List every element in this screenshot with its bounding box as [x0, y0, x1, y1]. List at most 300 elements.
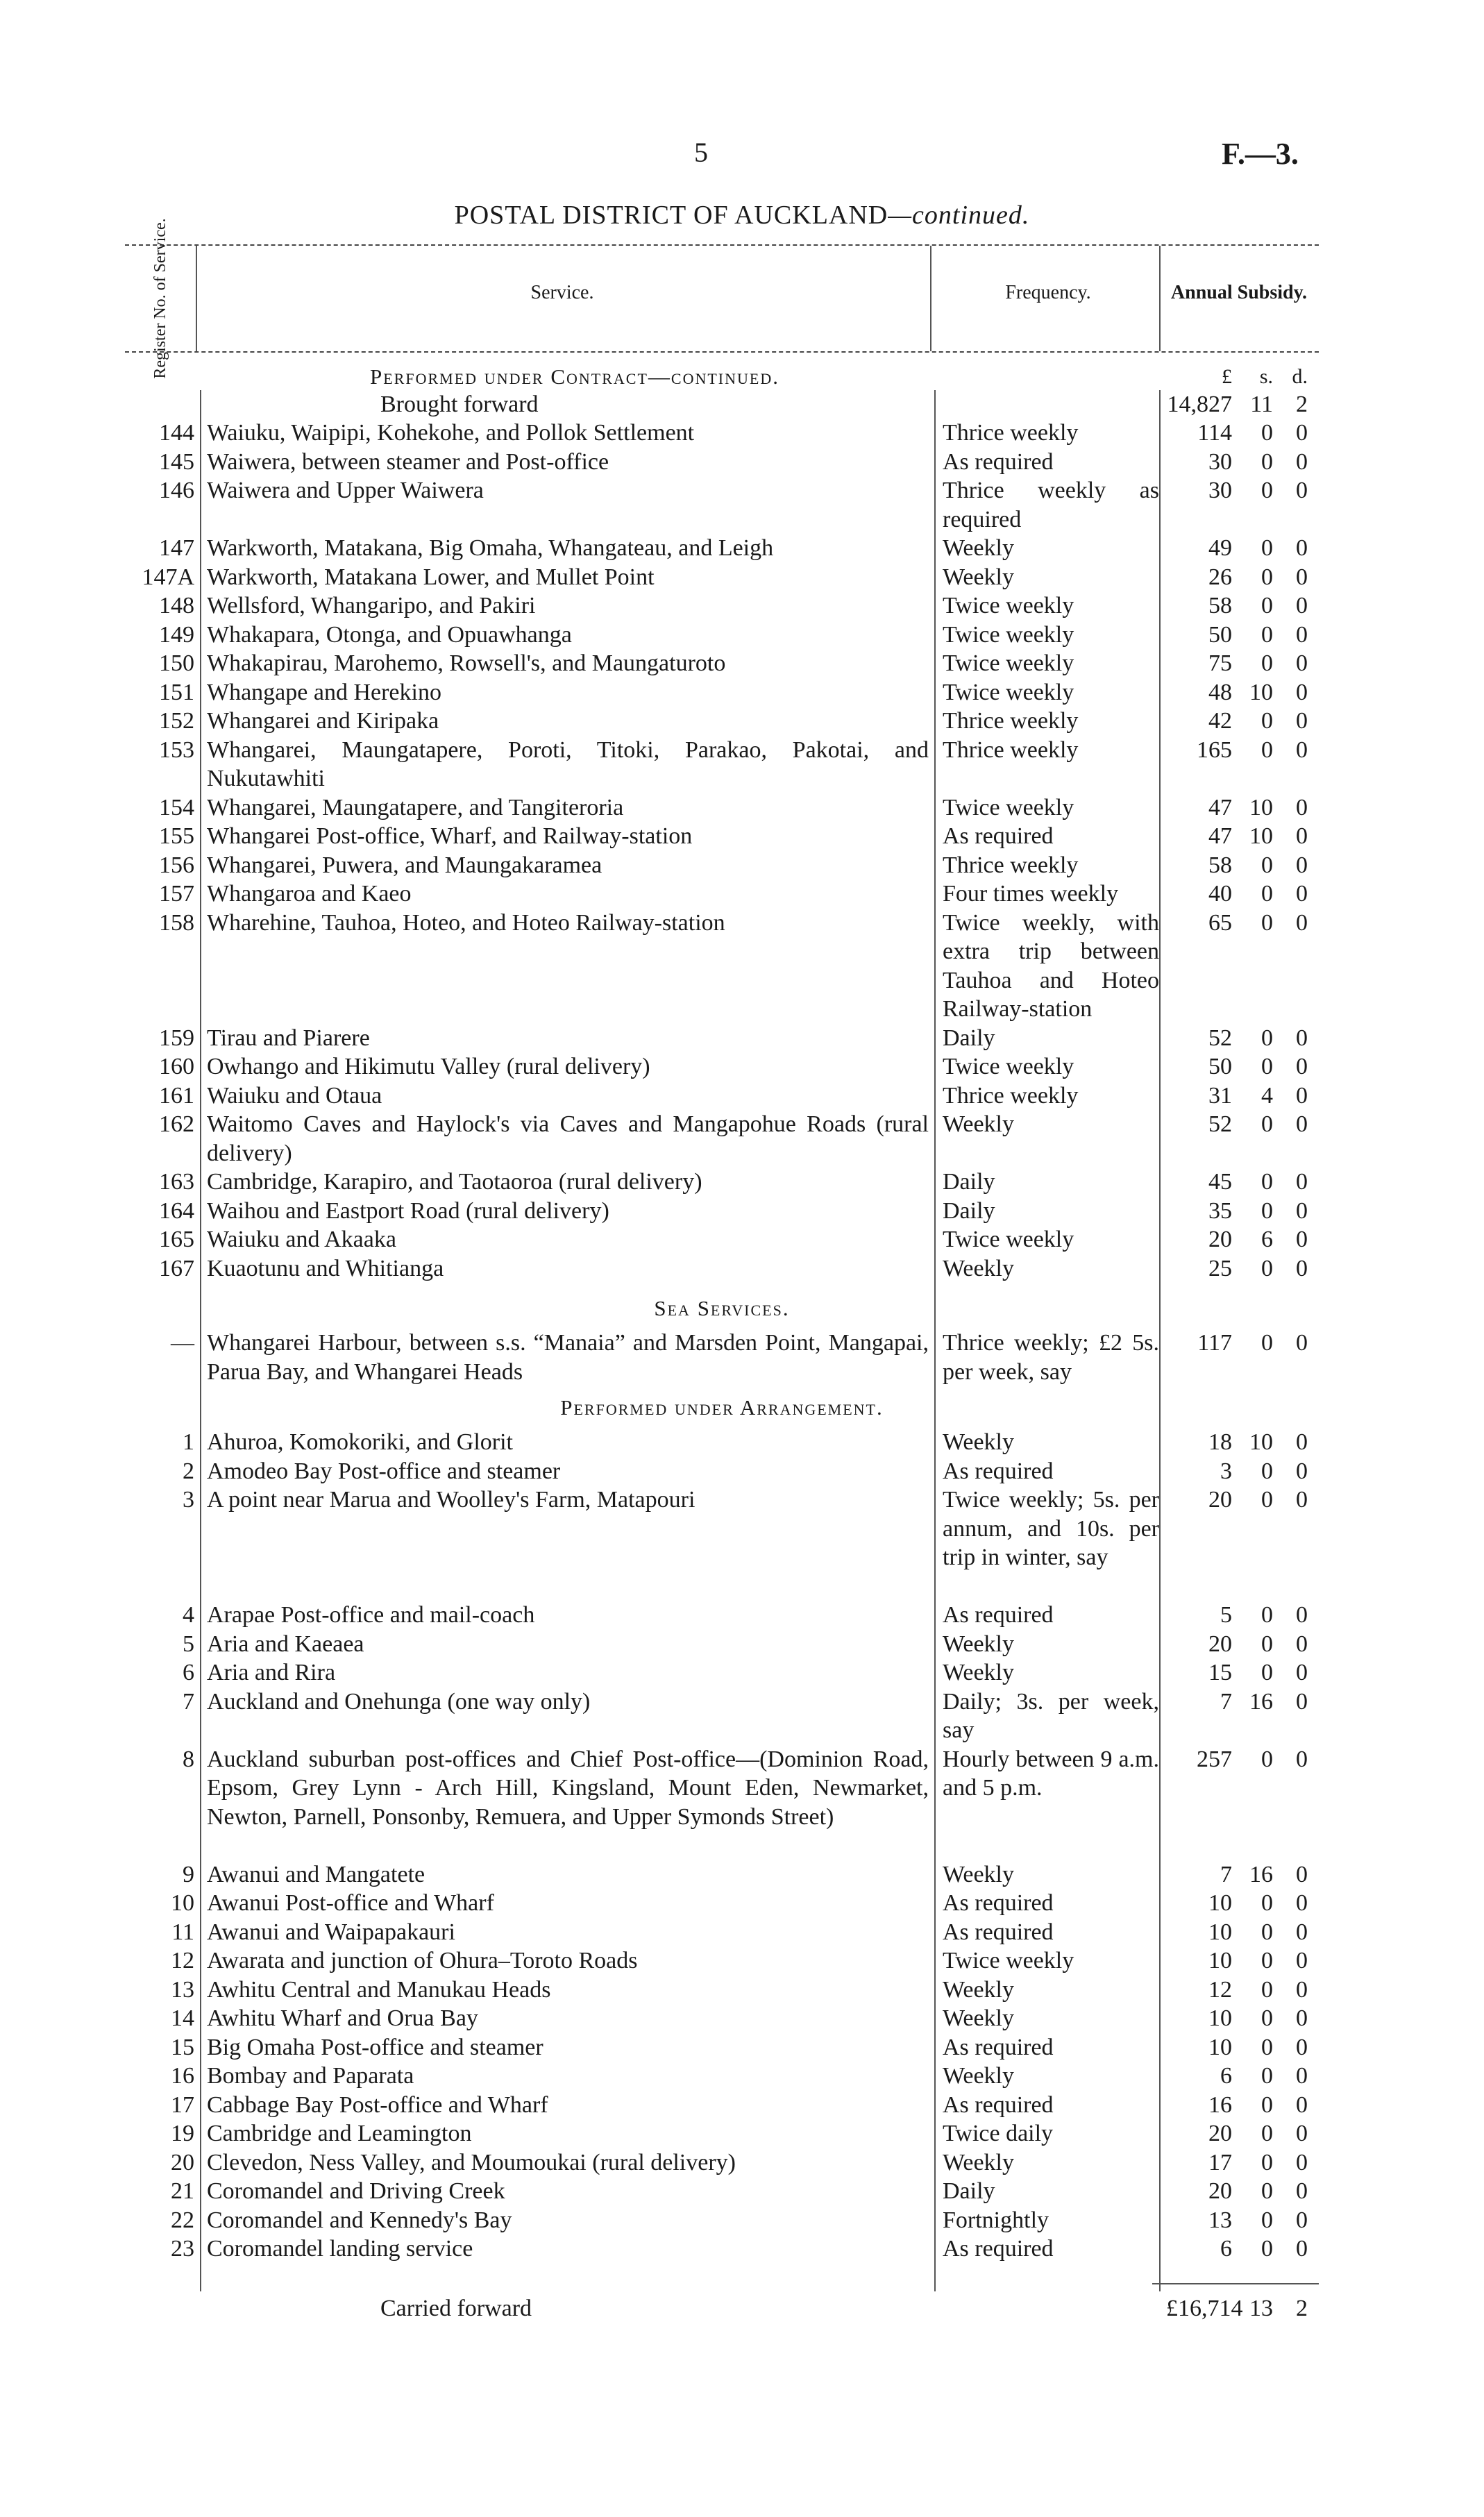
service-description: Cambridge and Leamington — [207, 2121, 472, 2146]
subsidy-pounds: 31 — [1208, 1082, 1232, 1109]
table-row — [125, 2033, 1319, 2062]
subsidy-pounds: 20 — [1208, 1227, 1232, 1252]
service-description: Big Omaha Post-office and steamer — [207, 2034, 543, 2060]
subsidy-shillings: 0 — [1261, 1330, 1273, 1356]
table-row — [125, 851, 1319, 880]
register-number: 154 — [159, 794, 194, 820]
service-frequency: Twice daily — [943, 2121, 1054, 2146]
service-description: Owhango and Hikimutu Valley (rural delivery) — [207, 1054, 650, 1079]
table-row — [125, 1485, 1319, 1601]
subsidy-pounds: 10 — [1208, 1919, 1232, 1945]
subsidy-pounds: 49 — [1208, 535, 1232, 561]
subsidy-shillings: 0 — [1261, 2063, 1273, 2089]
subsidy-pounds: 20 — [1208, 2121, 1232, 2146]
subsidy-pounds: 47 — [1208, 823, 1232, 849]
service-description: Wharehine, Tauhoa, Hoteo, and Hoteo Railway-station — [207, 909, 725, 936]
subsidy-pounds: 16 — [1208, 2091, 1232, 2118]
brought-forward-shillings: 11 — [1250, 392, 1273, 417]
subsidy-pounds: 10 — [1208, 2034, 1232, 2060]
subsidy-shillings: 0 — [1261, 2091, 1273, 2118]
service-description: Whangarei, Maungatapere, Poroti, Titoki, Parakao, Pakotai, and Nukutawhiti — [207, 736, 929, 791]
table-body — [125, 362, 1319, 2326]
subsidy-pence: 0 — [1296, 881, 1308, 907]
subsidy-pence: 0 — [1296, 1255, 1308, 1281]
subsidy-shillings: 0 — [1261, 593, 1273, 618]
subsidy-pounds: 50 — [1208, 621, 1232, 648]
subsidy-shillings: 0 — [1261, 2149, 1273, 2175]
subsidy-shillings: 0 — [1261, 650, 1273, 676]
subsidy-pounds: 65 — [1208, 909, 1232, 936]
service-frequency: Twice weekly — [943, 794, 1074, 820]
subsidy-shillings: 0 — [1261, 1746, 1273, 1772]
header-service: Service. — [530, 282, 594, 303]
subsidy-pounds: 45 — [1208, 1169, 1232, 1195]
service-description: Kuaotunu and Whitianga — [207, 1255, 444, 1281]
register-number: 145 — [159, 448, 194, 475]
table-row — [125, 448, 1319, 477]
service-description: Waihou and Eastport Road (rural delivery) — [207, 1197, 609, 1224]
subsidy-pence: 0 — [1296, 736, 1308, 763]
table-row — [125, 707, 1319, 736]
table-row — [125, 621, 1319, 650]
subsidy-pence: 0 — [1296, 852, 1308, 878]
service-frequency: Thrice weekly — [943, 708, 1079, 734]
service-description: Awanui Post-office and Wharf — [207, 1890, 494, 1916]
subsidy-shillings: 0 — [1261, 1054, 1273, 1079]
service-frequency: Weekly — [943, 1111, 1014, 1137]
subsidy-shillings: 4 — [1261, 1082, 1273, 1109]
register-number: 23 — [171, 2236, 194, 2262]
register-number: 162 — [159, 1111, 194, 1137]
service-frequency: As required — [943, 1890, 1054, 1916]
subsidy-pence: 0 — [1296, 1602, 1308, 1628]
subsidy-pounds: 117 — [1197, 1330, 1232, 1356]
register-number: 153 — [159, 736, 194, 763]
register-number: 10 — [171, 1890, 194, 1916]
table-row — [125, 1918, 1319, 1947]
subsidy-pounds: 10 — [1208, 1890, 1232, 1916]
service-description: Aria and Kaeaea — [207, 1631, 364, 1657]
subsidy-shillings: 0 — [1261, 564, 1273, 590]
subsidy-shillings: 10 — [1249, 679, 1273, 705]
subsidy-pence: 0 — [1296, 1025, 1308, 1051]
sea-rows — [125, 1329, 1319, 1386]
service-frequency: Daily; 3s. per week, say — [943, 1688, 1159, 1743]
service-description: Warkworth, Matakana Lower, and Mullet Point — [207, 564, 655, 590]
service-frequency: As required — [943, 1919, 1054, 1945]
service-frequency: Daily — [943, 1169, 995, 1195]
subsidy-pence: 0 — [1296, 1487, 1308, 1513]
brought-forward-pounds: 14,827 — [1167, 392, 1232, 417]
service-frequency: Thrice weekly as required — [943, 478, 1159, 532]
table-row — [125, 2148, 1319, 2178]
header-frequency: Frequency. — [1005, 282, 1091, 303]
service-frequency: Twice weekly, with extra trip between Tauhoa and Hoteo Railway-station — [943, 909, 1159, 1022]
subsidy-pence: 0 — [1296, 708, 1308, 734]
table-row — [125, 1687, 1319, 1745]
service-frequency: Weekly — [943, 1429, 1014, 1455]
service-description: Tirau and Piarere — [207, 1025, 370, 1051]
subsidy-pounds: 20 — [1208, 1631, 1232, 1657]
table-row — [125, 2119, 1319, 2148]
subsidy-pence: 0 — [1296, 564, 1308, 590]
service-frequency: As required — [943, 448, 1054, 475]
subsidy-pounds: 25 — [1208, 1255, 1232, 1281]
service-frequency: Weekly — [943, 2063, 1014, 2089]
subsidy-pounds: 58 — [1208, 852, 1232, 878]
service-description: Cambridge, Karapiro, and Taotaoroa (rural delivery) — [207, 1169, 702, 1195]
subsidy-pounds: 114 — [1197, 420, 1232, 446]
service-frequency: Daily — [943, 2178, 995, 2204]
service-description: Auckland and Onehunga (one way only) — [207, 1688, 591, 1715]
subsidy-pence: 0 — [1296, 2236, 1308, 2262]
subsidy-shillings: 16 — [1249, 1861, 1273, 1887]
service-frequency: Weekly — [943, 1631, 1014, 1657]
register-number: 21 — [171, 2178, 194, 2204]
subsidy-pence: 0 — [1296, 1976, 1308, 2003]
subsidy-pounds: 165 — [1197, 736, 1232, 763]
subsidy-shillings: 0 — [1261, 881, 1273, 907]
table-row — [125, 1225, 1319, 1254]
subsidy-pence: 0 — [1296, 593, 1308, 618]
service-description: Clevedon, Ness Valley, and Moumoukai (rural delivery) — [207, 2149, 736, 2175]
subsidy-shillings: 0 — [1261, 2121, 1273, 2146]
subsidy-shillings: 0 — [1261, 1890, 1273, 1916]
subsidy-shillings: 0 — [1261, 1660, 1273, 1685]
subsidy-pence: 0 — [1296, 1890, 1308, 1916]
subsidy-pounds: 17 — [1208, 2149, 1232, 2175]
service-description: A point near Marua and Woolley's Farm, Matapouri — [207, 1487, 695, 1513]
service-frequency: As required — [943, 2091, 1054, 2118]
table-row — [125, 2004, 1319, 2033]
register-number: 5 — [183, 1631, 194, 1657]
table-row — [125, 1457, 1319, 1486]
subsidy-shillings: 0 — [1261, 1919, 1273, 1945]
shillings-heading: s. — [1259, 365, 1273, 388]
table-row — [125, 1254, 1319, 1283]
subsidy-shillings: 0 — [1261, 852, 1273, 878]
register-number: 16 — [171, 2063, 194, 2089]
service-description: Ahuroa, Komokoriki, and Glorit — [207, 1429, 513, 1455]
service-frequency: As required — [943, 823, 1054, 849]
subsidy-pounds: 18 — [1208, 1429, 1232, 1455]
subsidy-pence: 0 — [1296, 1111, 1308, 1137]
subsidy-pence: 0 — [1296, 1631, 1308, 1657]
subsidy-pence: 0 — [1296, 1227, 1308, 1252]
subsidy-pence: 0 — [1296, 420, 1308, 446]
header-register-cell — [125, 218, 196, 379]
subsidy-shillings: 0 — [1261, 2005, 1273, 2031]
subsidy-shillings: 0 — [1261, 535, 1273, 561]
subsidy-pounds: 12 — [1208, 1976, 1232, 2003]
service-description: Coromandel landing service — [207, 2236, 473, 2262]
register-number: 8 — [183, 1746, 194, 1772]
subsidy-shillings: 0 — [1261, 448, 1273, 475]
subsidy-pence: 0 — [1296, 2207, 1308, 2233]
subsidy-pounds: 7 — [1220, 1688, 1232, 1715]
table-row — [125, 1024, 1319, 1053]
service-description: Whangarei Harbour, between s.s. “Manaia” and Marsden Point, Mangapai, Parua Bay, and Whangarei Heads — [207, 1330, 929, 1385]
register-number: 147 — [159, 535, 194, 561]
section-heading-row — [125, 362, 1319, 390]
service-description: Cabbage Bay Post-office and Wharf — [207, 2091, 548, 2118]
subsidy-pence: 0 — [1296, 2063, 1308, 2089]
subsidy-pounds: 5 — [1220, 1602, 1232, 1628]
carried-forward-pounds: £16,714 — [1166, 2295, 1243, 2321]
subsidy-pence: 0 — [1296, 1330, 1308, 1356]
subsidy-pounds: 20 — [1208, 2178, 1232, 2204]
register-number: — — [171, 1330, 194, 1356]
pounds-heading: £ — [1222, 365, 1232, 388]
service-description: Whangarei Post-office, Wharf, and Railway-station — [207, 823, 693, 849]
subsidy-pounds: 15 — [1208, 1660, 1232, 1685]
subsidy-pence: 0 — [1296, 448, 1308, 475]
subsidy-pounds: 13 — [1208, 2207, 1232, 2233]
table-row — [125, 419, 1319, 448]
table-row — [125, 822, 1319, 851]
register-number: 20 — [171, 2149, 194, 2175]
table-row — [125, 793, 1319, 823]
service-description: Waiuku, Waipipi, Kohekohe, and Pollok Settlement — [207, 420, 695, 446]
register-number: 19 — [171, 2121, 194, 2146]
subsidy-shillings: 10 — [1249, 1429, 1273, 1455]
register-number: 144 — [159, 420, 194, 446]
service-description: Waiwera, between steamer and Post-office — [207, 448, 609, 475]
register-number: 13 — [171, 1976, 194, 2003]
register-number: 164 — [159, 1197, 194, 1224]
subsidy-pence: 0 — [1296, 1054, 1308, 1079]
register-number: 157 — [159, 881, 194, 907]
page-number: 5 — [694, 137, 708, 168]
register-number: 6 — [183, 1660, 194, 1685]
subsidy-pounds: 52 — [1208, 1111, 1232, 1137]
subsidy-shillings: 0 — [1261, 2034, 1273, 2060]
register-number: 11 — [171, 1919, 194, 1945]
section-arrangement-title: Performed under Arrangement. — [560, 1395, 884, 1420]
service-frequency: Thrice weekly — [943, 852, 1079, 878]
register-number: 159 — [159, 1025, 194, 1051]
subsidy-pence: 0 — [1296, 1861, 1308, 1887]
column-rule — [1159, 390, 1161, 2291]
service-description: Whangarei, Maungatapere, and Tangiteroria — [207, 794, 624, 820]
carried-forward-row — [125, 2264, 1319, 2326]
table-row — [125, 534, 1319, 563]
service-frequency: Weekly — [943, 1660, 1014, 1685]
service-frequency: Hourly between 9 a.m. and 5 p.m. — [943, 1746, 1159, 1801]
subsidy-pence: 0 — [1296, 1082, 1308, 1109]
service-description: Waiuku and Akaaka — [207, 1227, 396, 1252]
table-row — [125, 1601, 1319, 1630]
subsidy-pounds: 40 — [1208, 881, 1232, 907]
brought-forward-label: Brought forward — [380, 392, 539, 417]
subsidy-pounds: 52 — [1208, 1025, 1232, 1051]
service-frequency: As required — [943, 1602, 1054, 1628]
register-number: 165 — [159, 1227, 194, 1252]
subsidy-pence: 0 — [1296, 679, 1308, 705]
subsidy-shillings: 0 — [1261, 736, 1273, 763]
pence-heading: d. — [1292, 365, 1308, 388]
subsidy-shillings: 0 — [1261, 621, 1273, 648]
subsidy-shillings: 0 — [1261, 1255, 1273, 1281]
service-description: Waiuku and Otaua — [207, 1082, 382, 1109]
subsidy-pounds: 7 — [1220, 1861, 1232, 1887]
subsidy-shillings: 0 — [1261, 1976, 1273, 2003]
service-frequency: Daily — [943, 1025, 995, 1051]
subsidy-pounds: 257 — [1197, 1746, 1232, 1772]
table-row — [125, 1745, 1319, 1860]
service-frequency: Thrice weekly — [943, 1082, 1079, 1109]
service-frequency: Weekly — [943, 1976, 1014, 2003]
table-row — [125, 1630, 1319, 1659]
subsidy-shillings: 0 — [1261, 1602, 1273, 1628]
table-row — [125, 1197, 1319, 1226]
subsidy-pounds: 20 — [1208, 1487, 1232, 1513]
subsidy-shillings: 10 — [1249, 794, 1273, 820]
subsidy-pounds: 75 — [1208, 650, 1232, 676]
subsidy-pounds: 30 — [1208, 478, 1232, 503]
section-heading-row — [125, 1283, 1319, 1329]
register-number: 151 — [159, 679, 194, 705]
section-sea-title: Sea Services. — [654, 1296, 790, 1320]
subsidy-shillings: 0 — [1261, 909, 1273, 936]
table-row — [125, 1052, 1319, 1081]
register-number: 167 — [159, 1255, 194, 1281]
service-frequency: Thrice weekly — [943, 420, 1079, 446]
column-rule — [934, 390, 936, 2291]
header-register: Register No. of Service. — [151, 218, 169, 379]
service-frequency: Four times weekly — [943, 881, 1119, 907]
table-row — [125, 1889, 1319, 1918]
service-description: Wellsford, Whangaripo, and Pakiri — [207, 593, 536, 618]
service-frequency: Twice weekly — [943, 650, 1074, 676]
table-row — [125, 1329, 1319, 1386]
subsidy-pence: 0 — [1296, 2149, 1308, 2175]
service-frequency: Weekly — [943, 2005, 1014, 2031]
document-reference: F.—3. — [1222, 137, 1299, 171]
table-row — [125, 2091, 1319, 2120]
register-number: 152 — [159, 708, 194, 734]
service-frequency: Weekly — [943, 535, 1014, 561]
register-number: 1 — [183, 1429, 194, 1455]
subsidy-pence: 0 — [1296, 1169, 1308, 1195]
subsidy-shillings: 0 — [1261, 1458, 1273, 1484]
subsidy-shillings: 0 — [1261, 420, 1273, 446]
subsidy-pounds: 6 — [1220, 2236, 1232, 2262]
subsidy-pence: 0 — [1296, 1197, 1308, 1224]
carried-forward-pence: 2 — [1296, 2295, 1308, 2321]
subsidy-pounds: 26 — [1208, 564, 1232, 590]
table-row — [125, 1110, 1319, 1168]
service-description: Awhitu Wharf and Orua Bay — [207, 2005, 478, 2031]
subsidy-shillings: 0 — [1261, 1948, 1273, 1973]
register-number: 161 — [159, 1082, 194, 1109]
service-description: Whangarei, Puwera, and Maungakaramea — [207, 852, 602, 878]
service-frequency: Weekly — [943, 1861, 1014, 1887]
subsidy-shillings: 0 — [1261, 1169, 1273, 1195]
subsidy-shillings: 0 — [1261, 2236, 1273, 2262]
table-row — [125, 476, 1319, 534]
register-number: 148 — [159, 593, 194, 618]
service-frequency: As required — [943, 1458, 1054, 1484]
subsidy-pounds: 47 — [1208, 794, 1232, 820]
register-number: 9 — [183, 1861, 194, 1887]
service-description: Waitomo Caves and Haylock's via Caves and Mangapohue Roads (rural delivery) — [207, 1111, 929, 1166]
register-number: 4 — [183, 1602, 194, 1628]
register-number: 147A — [142, 564, 194, 590]
service-frequency: Thrice weekly; £2 5s. per week, say — [943, 1330, 1159, 1385]
table-row — [125, 2062, 1319, 2091]
subsidy-shillings: 0 — [1261, 1025, 1273, 1051]
subsidy-shillings: 0 — [1261, 2178, 1273, 2204]
service-description: Awarata and junction of Ohura–Toroto Roads — [207, 1948, 638, 1973]
service-description: Whangape and Herekino — [207, 679, 441, 705]
service-frequency: Weekly — [943, 564, 1014, 590]
subsidy-pounds: 10 — [1208, 2005, 1232, 2031]
contract-rows — [125, 419, 1319, 1283]
register-number: 14 — [171, 2005, 194, 2031]
subsidy-shillings: 0 — [1261, 708, 1273, 734]
register-number: 160 — [159, 1054, 194, 1079]
subsidy-pounds: 30 — [1208, 448, 1232, 475]
page-title-suffix: —continued. — [888, 201, 1030, 230]
service-frequency: Twice weekly — [943, 593, 1074, 618]
subsidy-pence: 0 — [1296, 2178, 1308, 2204]
service-frequency: Fortnightly — [943, 2207, 1049, 2233]
subsidy-shillings: 6 — [1261, 1227, 1273, 1252]
subsidy-shillings: 10 — [1249, 823, 1273, 849]
page-title-main: POSTAL DISTRICT OF AUCKLAND — [454, 201, 888, 230]
register-number: 155 — [159, 823, 194, 849]
service-description: Awanui and Mangatete — [207, 1861, 425, 1887]
subsidy-pence: 0 — [1296, 1660, 1308, 1685]
service-description: Coromandel and Kennedy's Bay — [207, 2207, 512, 2233]
subsidy-pence: 0 — [1296, 1948, 1308, 1973]
register-number: 12 — [171, 1948, 194, 1973]
register-number: 15 — [171, 2034, 194, 2060]
section-heading-row — [125, 1386, 1319, 1428]
subsidy-pence: 0 — [1296, 650, 1308, 676]
service-description: Whangaroa and Kaeo — [207, 881, 412, 907]
service-frequency: Twice weekly — [943, 679, 1074, 705]
column-rule — [200, 390, 201, 2291]
subsidy-pence: 0 — [1296, 535, 1308, 561]
subsidy-pence: 0 — [1296, 2091, 1308, 2118]
table-row — [125, 2177, 1319, 2206]
service-description: Coromandel and Driving Creek — [207, 2178, 505, 2204]
table-row — [125, 1428, 1319, 1457]
subsidy-shillings: 0 — [1261, 1631, 1273, 1657]
service-description: Whangarei and Kiripaka — [207, 708, 439, 734]
subsidy-pence: 0 — [1296, 2034, 1308, 2060]
register-number: 3 — [183, 1487, 194, 1513]
register-number: 158 — [159, 909, 194, 936]
carried-forward-label: Carried forward — [380, 2295, 532, 2321]
table-row — [125, 1976, 1319, 2005]
subsidy-pence: 0 — [1296, 794, 1308, 820]
service-description: Warkworth, Matakana, Big Omaha, Whangateau, and Leigh — [207, 535, 774, 561]
brought-forward-row — [125, 390, 1319, 419]
subsidy-pence: 0 — [1296, 1688, 1308, 1715]
service-description: Waiwera and Upper Waiwera — [207, 478, 484, 503]
register-number: 163 — [159, 1169, 194, 1195]
subsidy-pounds: 35 — [1208, 1197, 1232, 1224]
service-frequency: Twice weekly — [943, 621, 1074, 648]
subsidy-pence: 0 — [1296, 1919, 1308, 1945]
table-row — [125, 1168, 1319, 1197]
service-description: Awanui and Waipapakauri — [207, 1919, 455, 1945]
table-row — [125, 2206, 1319, 2235]
service-description: Aria and Rira — [207, 1660, 336, 1685]
